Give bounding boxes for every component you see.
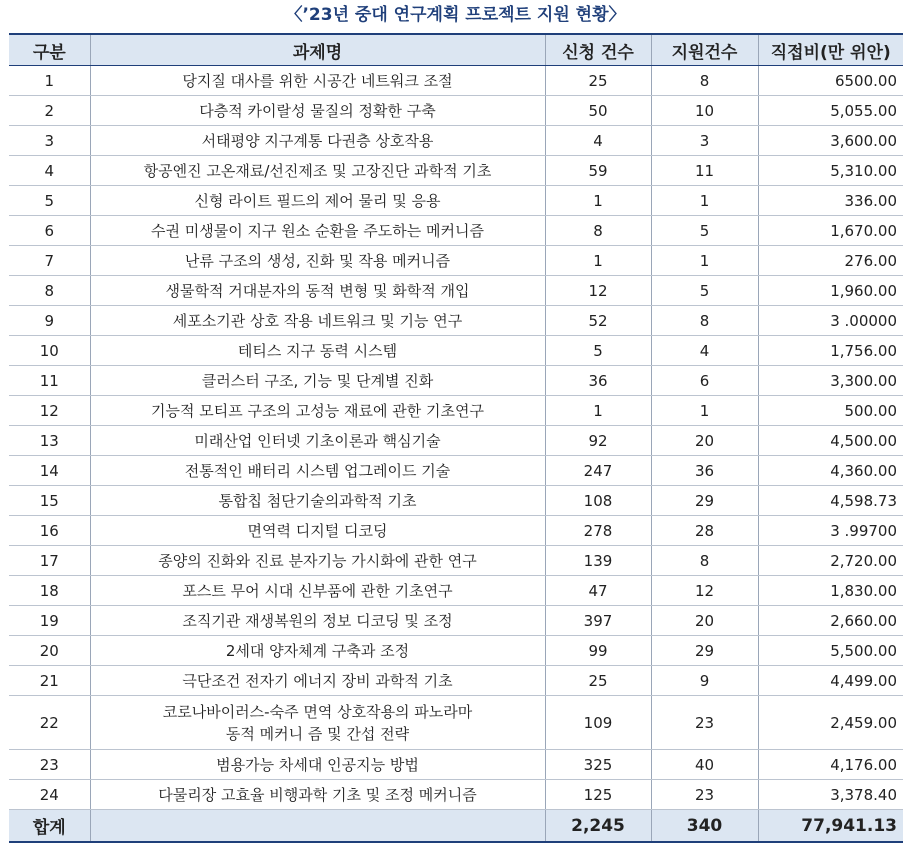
cell-apply: 1 (545, 186, 651, 216)
table-row (9, 486, 903, 516)
cell-title: 면역력 디지털 디코딩 (90, 516, 545, 546)
cell-title: 전통적인 배터리 시스템 업그레이드 기술 (90, 456, 545, 486)
cell-apply: 59 (545, 156, 651, 186)
table-row (9, 516, 903, 546)
cell-cost: 4,499.00 (758, 666, 903, 696)
cell-no: 5 (9, 186, 90, 216)
table-row (9, 66, 903, 96)
cell-cost: 1,830.00 (758, 576, 903, 606)
table-caption: 〈’23년 중대 연구계획 프로젝트 지원 현황〉 (285, 5, 626, 25)
cell-title: 클러스터 구조, 기능 및 단계별 진화 (90, 366, 545, 396)
cell-cost: 1,670.00 (758, 216, 903, 246)
cell-title: 세포소기관 상호 작용 네트워크 및 기능 연구 (90, 306, 545, 336)
cell-apply: 1 (545, 396, 651, 426)
cell-no: 12 (9, 396, 90, 426)
cell-cost: 5,310.00 (758, 156, 903, 186)
table-row (9, 216, 903, 246)
cell-support: 29 (651, 486, 758, 516)
cell-title: 포스트 무어 시대 신부품에 관한 기초연구 (90, 576, 545, 606)
cell-no: 21 (9, 666, 90, 696)
cell-apply: 99 (545, 636, 651, 666)
cell-apply: 139 (545, 546, 651, 576)
cell-no: 10 (9, 336, 90, 366)
cell-no: 2 (9, 96, 90, 126)
cell-no: 3 (9, 126, 90, 156)
table-row (9, 276, 903, 306)
table-row (9, 546, 903, 576)
cell-apply: 109 (545, 696, 651, 750)
cell-support: 8 (651, 546, 758, 576)
cell-apply: 1 (545, 246, 651, 276)
cell-apply: 325 (545, 750, 651, 780)
cell-title: 당지질 대사를 위한 시공간 네트워크 조절 (90, 66, 545, 96)
cell-title: 신형 라이트 필드의 제어 물리 및 응용 (90, 186, 545, 216)
cell-apply: 25 (545, 66, 651, 96)
table-row (9, 366, 903, 396)
header-cost: 직접비(만 위안) (758, 34, 903, 66)
header-title: 과제명 (90, 34, 545, 66)
cell-title: 다물리장 고효율 비행과학 기초 및 조정 메커니즘 (90, 780, 545, 810)
cell-apply: 4 (545, 126, 651, 156)
total-label: 합계 (9, 810, 90, 843)
cell-title: 난류 구조의 생성, 진화 및 작용 메커니즘 (90, 246, 545, 276)
cell-support: 28 (651, 516, 758, 546)
cell-no: 16 (9, 516, 90, 546)
table-row (9, 606, 903, 636)
cell-support: 23 (651, 780, 758, 810)
cell-support: 11 (651, 156, 758, 186)
cell-title: 테티스 지구 동력 시스템 (90, 336, 545, 366)
cell-support: 4 (651, 336, 758, 366)
cell-no: 15 (9, 486, 90, 516)
cell-no: 17 (9, 546, 90, 576)
cell-title: 범용가능 차세대 인공지능 방법 (90, 750, 545, 780)
header-support: 지원건수 (651, 34, 758, 66)
cell-apply: 50 (545, 96, 651, 126)
cell-no: 18 (9, 576, 90, 606)
cell-cost: 1,960.00 (758, 276, 903, 306)
cell-support: 1 (651, 186, 758, 216)
cell-title: 통합칩 첨단기술의과학적 기초 (90, 486, 545, 516)
cell-cost: 5,055.00 (758, 96, 903, 126)
total-support: 340 (651, 810, 758, 843)
cell-apply: 36 (545, 366, 651, 396)
cell-cost: 1,756.00 (758, 336, 903, 366)
cell-title: 생물학적 거대분자의 동적 변형 및 화학적 개입 (90, 276, 545, 306)
table-row (9, 156, 903, 186)
cell-support: 8 (651, 306, 758, 336)
cell-no: 7 (9, 246, 90, 276)
cell-apply: 108 (545, 486, 651, 516)
cell-title-line: 코로나바이러스-숙주 면역 상호작용의 파노라마 (162, 702, 473, 721)
cell-apply: 247 (545, 456, 651, 486)
cell-no: 9 (9, 306, 90, 336)
cell-no: 13 (9, 426, 90, 456)
cell-support: 9 (651, 666, 758, 696)
cell-apply: 12 (545, 276, 651, 306)
cell-title: 극단조건 전자기 에너지 장비 과학적 기초 (90, 666, 545, 696)
cell-no: 23 (9, 750, 90, 780)
cell-cost: 3 .00000 (758, 306, 903, 336)
cell-apply: 52 (545, 306, 651, 336)
cell-title: 수권 미생물이 지구 원소 순환을 주도하는 메커니즘 (90, 216, 545, 246)
cell-cost: 3,600.00 (758, 126, 903, 156)
table-row (9, 426, 903, 456)
table-row (9, 636, 903, 666)
cell-title (90, 696, 545, 750)
cell-no: 6 (9, 216, 90, 246)
cell-no: 1 (9, 66, 90, 96)
cell-apply: 5 (545, 336, 651, 366)
cell-title: 종양의 진화와 진료 분자기능 가시화에 관한 연구 (90, 546, 545, 576)
cell-cost: 4,176.00 (758, 750, 903, 780)
cell-cost: 6500.00 (758, 66, 903, 96)
cell-cost: 4,598.73 (758, 486, 903, 516)
cell-cost: 4,500.00 (758, 426, 903, 456)
total-apply: 2,245 (545, 810, 651, 843)
table-row (9, 246, 903, 276)
header-no: 구분 (9, 34, 90, 66)
total-cost: 77,941.13 (758, 810, 903, 843)
cell-support: 1 (651, 246, 758, 276)
cell-cost: 500.00 (758, 396, 903, 426)
cell-cost: 3,378.40 (758, 780, 903, 810)
cell-apply: 125 (545, 780, 651, 810)
table-row (9, 186, 903, 216)
cell-apply: 8 (545, 216, 651, 246)
cell-no: 8 (9, 276, 90, 306)
cell-support: 6 (651, 366, 758, 396)
table-row (9, 666, 903, 696)
cell-cost: 3 .99700 (758, 516, 903, 546)
cell-support: 1 (651, 396, 758, 426)
cell-no: 22 (9, 696, 90, 750)
cell-title: 항공엔진 고온재료/선진제조 및 고장진단 과학적 기초 (90, 156, 545, 186)
cell-no: 19 (9, 606, 90, 636)
table-row (9, 576, 903, 606)
cell-support: 12 (651, 576, 758, 606)
cell-cost: 2,459.00 (758, 696, 903, 750)
cell-no: 24 (9, 780, 90, 810)
cell-support: 5 (651, 276, 758, 306)
cell-title: 서태평양 지구계통 다권층 상호작용 (90, 126, 545, 156)
project-support-table (9, 33, 903, 843)
cell-title-line: 동적 메커니 즘 및 간섭 전략 (225, 724, 410, 743)
cell-apply: 92 (545, 426, 651, 456)
table-row (9, 456, 903, 486)
table-row (9, 750, 903, 780)
cell-support: 10 (651, 96, 758, 126)
cell-support: 36 (651, 456, 758, 486)
cell-cost: 5,500.00 (758, 636, 903, 666)
cell-cost: 336.00 (758, 186, 903, 216)
cell-no: 4 (9, 156, 90, 186)
cell-cost: 276.00 (758, 246, 903, 276)
table-row (9, 396, 903, 426)
cell-cost: 2,660.00 (758, 606, 903, 636)
cell-apply: 278 (545, 516, 651, 546)
cell-apply: 47 (545, 576, 651, 606)
table-row (9, 96, 903, 126)
cell-support: 20 (651, 426, 758, 456)
cell-title: 미래산업 인터넷 기초이론과 핵심기술 (90, 426, 545, 456)
cell-no: 14 (9, 456, 90, 486)
cell-support: 3 (651, 126, 758, 156)
header-apply: 신청 건수 (545, 34, 651, 66)
table-row (9, 780, 903, 810)
total-title-empty (90, 810, 545, 843)
cell-title: 기능적 모티프 구조의 고성능 재료에 관한 기초연구 (90, 396, 545, 426)
cell-apply: 25 (545, 666, 651, 696)
cell-title: 조직기관 재생복원의 정보 디코딩 및 조정 (90, 606, 545, 636)
cell-support: 23 (651, 696, 758, 750)
cell-support: 8 (651, 66, 758, 96)
total-row (9, 810, 903, 843)
table-row (9, 126, 903, 156)
cell-no: 11 (9, 366, 90, 396)
cell-support: 5 (651, 216, 758, 246)
cell-support: 20 (651, 606, 758, 636)
table-row (9, 696, 903, 750)
table-row (9, 306, 903, 336)
cell-cost: 3,300.00 (758, 366, 903, 396)
cell-cost: 4,360.00 (758, 456, 903, 486)
cell-cost: 2,720.00 (758, 546, 903, 576)
cell-title: 다층적 카이랄성 물질의 정확한 구축 (90, 96, 545, 126)
cell-support: 40 (651, 750, 758, 780)
table-header-row (9, 34, 903, 66)
cell-support: 29 (651, 636, 758, 666)
cell-title: 2세대 양자체계 구축과 조정 (90, 636, 545, 666)
table-row (9, 336, 903, 366)
cell-no: 20 (9, 636, 90, 666)
cell-apply: 397 (545, 606, 651, 636)
